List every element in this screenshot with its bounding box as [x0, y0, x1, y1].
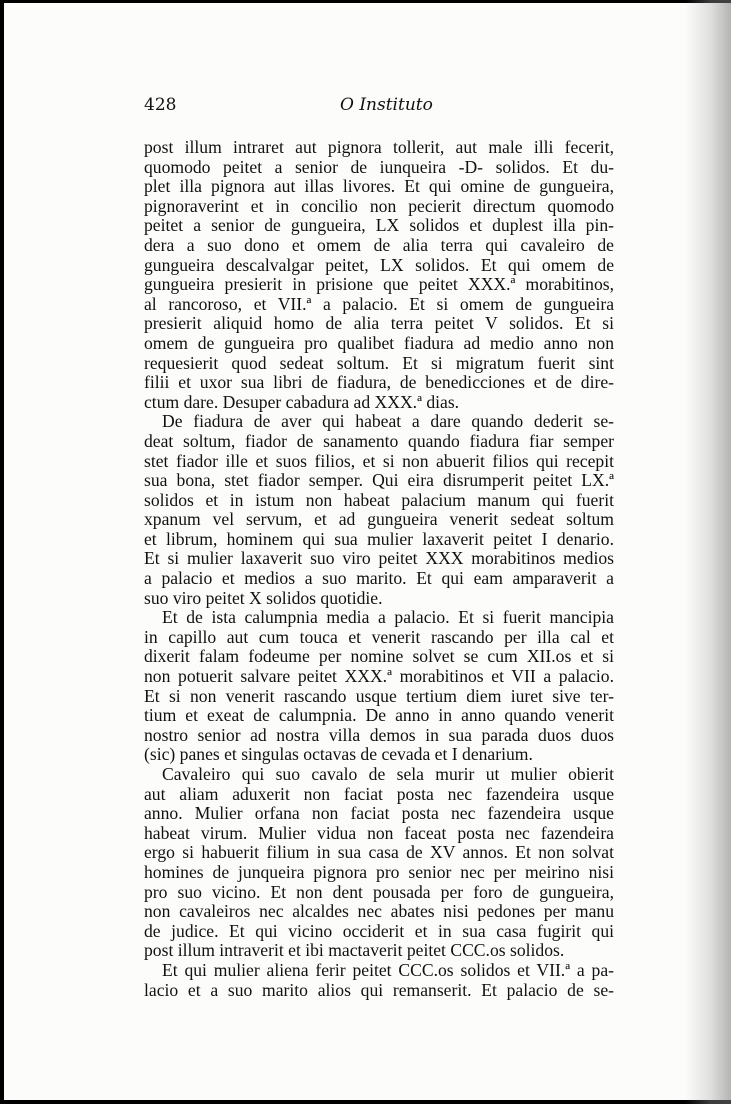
- text-line: sua bona, stet fiador semper. Qui eira disrumperit peitet LX.ª: [144, 470, 614, 491]
- paragraph: [144, 412, 614, 608]
- page-number: 428: [144, 95, 177, 115]
- text-line: non potuerit salvare peitet XXX.ª morabitinos et VII a palacio.: [144, 666, 614, 687]
- paragraph: [144, 138, 614, 412]
- text-line: filii et uxor sua libri de fiadura, de benedicciones et de dire-: [144, 372, 614, 393]
- text-line: ergo si habuerit filium in sua casa de XV annos. Et non solvat: [144, 842, 614, 863]
- text-line: pignoraverint et in concilio non pecierit directum quomodo: [144, 195, 614, 216]
- text-line: Et si non venerit rascando usque tertium diem iuret sive ter-: [144, 685, 614, 706]
- text-line: in capillo aut cum touca et venerit rascando per illa cal et: [144, 626, 614, 647]
- text-line: presierit aliquid homo de alia terra peitet V solidos. Et si: [144, 313, 614, 334]
- text-line: (sic) panes et singulas octavas de cevada et I denarium.: [144, 744, 533, 765]
- text-line: post illum intraverit et ibi mactaverit peitet CCC.os solidos.: [144, 940, 565, 961]
- text-line: quomodo peitet a senior de iunqueira -D- solidos. Et du-: [144, 156, 614, 177]
- text-line: habeat virum. Mulier vidua non faceat posta nec fazendeira: [144, 822, 614, 843]
- paragraph: [144, 961, 614, 1000]
- scan-edge-shadow: [685, 0, 731, 1104]
- text-line: nostro senior ad nostra villa demos in sua parada duos duos: [144, 724, 614, 745]
- text-line: Cavaleiro qui suo cavalo de sela murir ut mulier obierit: [162, 764, 614, 784]
- text-line: pro suo vicino. Et non dent pousada per foro de gungueira,: [144, 881, 614, 902]
- text-line: tium et exeat de calumpnia. De anno in anno quando venerit: [144, 705, 614, 726]
- text-line: solidos et in istum non habeat palacium manum qui fuerit: [144, 489, 614, 510]
- text-line: non cavaleiros nec alcaldes nec abates nisi pedones per manu: [144, 901, 614, 922]
- text-line: anno. Mulier orfana non faciat posta nec fazendeira usque: [144, 803, 614, 824]
- scan-border-bottom: [0, 1100, 731, 1104]
- text-line: Et si mulier laxaverit suo viro peitet XXX morabitinos medios: [144, 548, 614, 569]
- text-line: omem de gungueira pro qualibet fiadura ad medio anno non: [144, 332, 614, 353]
- paragraph: [144, 765, 614, 961]
- text-line: xpanum vel servum, et ad gungueira venerit sedeat soltum: [144, 509, 614, 530]
- text-line: requesierit quod sedeat soltum. Et si migratum fuerit sint: [144, 352, 614, 373]
- text-line: et librum, hominem qui sua mulier laxaverit peitet I denario.: [144, 528, 614, 549]
- text-line: al rancoroso, et VII.ª a palacio. Et si omem de gungueira: [144, 293, 614, 314]
- text-line: peitet a senior de gungueira, LX solidos et duplest illa pin-: [144, 215, 614, 236]
- text-line: Et de ista calumpnia media a palacio. Et si fuerit mancipia: [162, 607, 614, 628]
- text-line: Et qui mulier aliena ferir peitet CCC.os solidos et VII.ª a pa-: [162, 959, 614, 980]
- text-line: De fiadura de aver qui habeat a dare quando dederit se-: [162, 411, 614, 432]
- text-line: stet fiador ille et suos filios, et si non abuerit filios qui recepit: [144, 450, 614, 471]
- text-line: plet illa pignora aut illas livores. Et qui omine de gungueira,: [144, 176, 614, 197]
- text-line: suo viro peitet X solidos quotidie.: [144, 587, 383, 608]
- text-line: lacio et a suo marito alios qui remanserit. Et palacio de se-: [144, 979, 614, 1000]
- text-line: dixerit falam fodeume per nomine solvet se cum XII.os et si: [144, 646, 614, 667]
- scan-border-left: [0, 0, 4, 1104]
- text-line: deat soltum, fiador de sanamento quando fiadura fiar semper: [144, 430, 614, 451]
- page-header: [144, 95, 614, 121]
- text-line: de judice. Et qui vicino occiderit et in sua casa fugirit qui: [144, 920, 614, 941]
- text-line: gungueira presierit in prisione que peitet XXX.ª morabitinos,: [144, 274, 614, 295]
- running-title: O Instituto: [340, 95, 433, 115]
- text-line: dera a suo dono et omem de alia terra qui cavaleiro de: [144, 234, 614, 255]
- text-line: homines de junqueira pignora pro senior nec per meirino nisi: [144, 861, 614, 882]
- body-text: [144, 138, 614, 1000]
- scan-border-top: [0, 0, 731, 3]
- text-line: gungueira descalvalgar peitet, LX solidos. Et qui omem de: [144, 254, 614, 275]
- text-line: a palacio et medios a suo marito. Et qui eam amparaverit a: [144, 568, 614, 589]
- text-line: aut aliam aduxerit non faciat posta nec fazendeira usque: [144, 783, 614, 804]
- text-line: post illum intraret aut pignora tollerit, aut male illi fecerit,: [144, 137, 614, 157]
- text-line: ctum dare. Desuper cabadura ad XXX.ª dias.: [144, 391, 460, 412]
- paragraph: [144, 608, 614, 765]
